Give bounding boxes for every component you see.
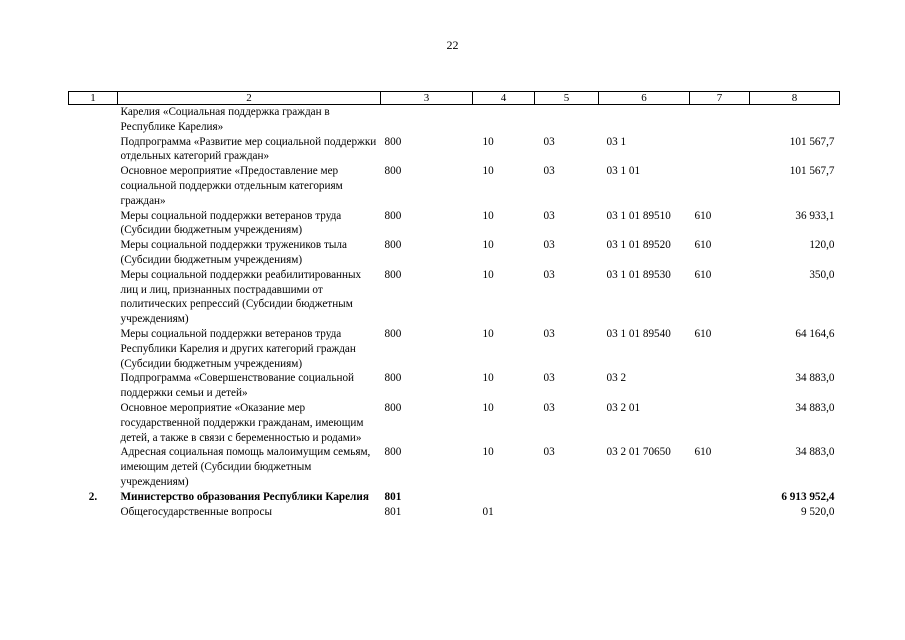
- code-department: 800: [384, 209, 402, 222]
- table-row: [69, 505, 840, 520]
- code-target-article: 03 2 01 70650: [606, 446, 671, 459]
- code-expense-type: [690, 105, 750, 135]
- row-number: [69, 445, 118, 489]
- code-subsection: 03: [543, 401, 555, 414]
- row-number: [69, 238, 118, 268]
- code-target-article: [599, 105, 690, 135]
- table-row: [69, 209, 840, 239]
- table-row: [69, 401, 840, 445]
- header-cell: 2: [118, 92, 381, 105]
- code-section: 10: [482, 239, 494, 252]
- code-department: 800: [384, 135, 402, 148]
- code-expense-type: [690, 490, 750, 505]
- header-row: [69, 92, 840, 105]
- row-number: [69, 327, 118, 371]
- code-department: [381, 105, 473, 135]
- code-subsection: 03: [543, 268, 555, 281]
- amount: 34 883,0: [795, 446, 835, 459]
- row-number: [69, 105, 118, 135]
- table-row: [69, 371, 840, 401]
- row-name: Подпрограмма «Совершенствование социальной поддержки семьи и детей»: [120, 372, 355, 400]
- code-target-article: 03 1 01 89510: [606, 209, 671, 222]
- row-name: Меры социальной поддержки реабилитированных лиц и лиц, признанных пострадавшими от политических репрессий (Субсидии бюджетным учреждениям): [120, 268, 362, 326]
- header-cell: 6: [599, 92, 690, 105]
- amount: [750, 105, 840, 135]
- row-name: Подпрограмма «Развитие мер социальной поддержки отдельных категорий граждан»: [120, 135, 377, 163]
- row-name: Министерство образования Республики Карелия: [120, 490, 369, 503]
- code-section: 10: [482, 268, 494, 281]
- row-name: Меры социальной поддержки тружеников тыла (Субсидии бюджетным учреждениям): [120, 239, 347, 266]
- amount: 34 883,0: [795, 372, 835, 385]
- code-section: 10: [482, 401, 494, 414]
- code-subsection: 03: [543, 209, 555, 222]
- code-subsection: 03: [543, 372, 555, 385]
- amount: 120,0: [809, 239, 835, 252]
- code-subsection: [535, 490, 599, 505]
- code-section: 10: [482, 446, 494, 459]
- amount: 101 567,7: [789, 135, 835, 148]
- code-section: [473, 490, 535, 505]
- code-expense-type: [690, 371, 750, 401]
- row-number: [69, 135, 118, 165]
- amount: 36 933,1: [795, 209, 835, 222]
- row-number: [69, 401, 118, 445]
- amount: 34 883,0: [795, 401, 835, 414]
- code-section: 10: [482, 372, 494, 385]
- row-name: Адресная социальная помощь малоимущим семьям, имеющим детей (Субсидии бюджетным учреждениям): [120, 446, 371, 488]
- code-department: 800: [384, 165, 402, 178]
- code-subsection: 03: [543, 327, 555, 340]
- table-row: [69, 445, 840, 489]
- code-section: 10: [482, 209, 494, 222]
- header-cell: 5: [535, 92, 599, 105]
- header-cell: 4: [473, 92, 535, 105]
- code-expense-type: [690, 505, 750, 520]
- code-section: 10: [482, 135, 494, 148]
- code-target-article: [599, 505, 690, 520]
- code-subsection: 03: [543, 165, 555, 178]
- code-department: 800: [384, 239, 402, 252]
- row-name: Карелия «Социальная поддержка граждан в Республике Карелия»: [120, 106, 330, 133]
- code-expense-type: 610: [694, 446, 712, 459]
- code-expense-type: [690, 135, 750, 165]
- row-name: Общегосударственные вопросы: [120, 505, 273, 518]
- budget-table: [68, 91, 840, 519]
- table-row: [69, 135, 840, 165]
- row-number: 2.: [88, 490, 98, 503]
- code-subsection: [535, 505, 599, 520]
- code-department: 801: [384, 505, 402, 518]
- code-subsection: [535, 105, 599, 135]
- table-row: [69, 327, 840, 371]
- code-expense-type: 610: [694, 327, 712, 340]
- row-name: Основное мероприятие «Оказание мер государственной поддержки гражданам, имеющим детей, а также в связи с беременностью и родами»: [120, 401, 364, 444]
- code-target-article: 03 1 01 89530: [606, 268, 671, 281]
- header-cell: 1: [69, 92, 118, 105]
- row-number: [69, 164, 118, 208]
- page-number: 22: [446, 38, 459, 52]
- code-expense-type: 610: [694, 239, 712, 252]
- code-target-article: [599, 490, 690, 505]
- amount: 6 913 952,4: [781, 490, 835, 503]
- row-number: [69, 505, 118, 520]
- code-subsection: 03: [543, 239, 555, 252]
- amount: 9 520,0: [800, 505, 835, 518]
- table-row: [69, 490, 840, 505]
- amount: 101 567,7: [789, 165, 835, 178]
- table-row: [69, 268, 840, 327]
- table-row: [69, 238, 840, 268]
- code-target-article: 03 1 01 89540: [606, 327, 671, 340]
- code-department: 800: [384, 372, 402, 385]
- code-department: 800: [384, 268, 402, 281]
- row-number: [69, 371, 118, 401]
- code-subsection: 03: [543, 135, 555, 148]
- header-cell: 3: [381, 92, 473, 105]
- code-section: 10: [482, 327, 494, 340]
- code-section: 10: [482, 165, 494, 178]
- row-name: Основное мероприятие «Предоставление мер социальной поддержки отдельным категориям граждан»: [120, 165, 343, 207]
- amount: 64 164,6: [795, 327, 835, 340]
- code-department: 800: [384, 446, 402, 459]
- code-expense-type: 610: [694, 209, 712, 222]
- code-section: [473, 105, 535, 135]
- table-row: [69, 105, 840, 135]
- row-name: Меры социальной поддержки ветеранов труда Республики Карелия и других категорий граждан (Субсидии бюджетным учреждениям): [120, 327, 356, 370]
- row-number: [69, 209, 118, 239]
- code-department: 800: [384, 401, 402, 414]
- code-target-article: 03 2: [606, 372, 627, 385]
- table-row: [69, 164, 840, 208]
- code-target-article: 03 1: [606, 135, 627, 148]
- code-target-article: 03 1 01 89520: [606, 239, 671, 252]
- header-cell: 8: [750, 92, 840, 105]
- code-expense-type: [690, 401, 750, 445]
- code-subsection: 03: [543, 446, 555, 459]
- header-cell: 7: [690, 92, 750, 105]
- code-department: 800: [384, 327, 402, 340]
- code-expense-type: [690, 164, 750, 208]
- code-expense-type: 610: [694, 268, 712, 281]
- row-number: [69, 268, 118, 327]
- code-department: 801: [384, 490, 402, 503]
- code-target-article: 03 2 01: [606, 401, 641, 414]
- code-target-article: 03 1 01: [606, 165, 641, 178]
- code-section: 01: [482, 505, 494, 518]
- amount: 350,0: [809, 268, 835, 281]
- row-name: Меры социальной поддержки ветеранов труда (Субсидии бюджетным учреждениям): [120, 209, 342, 237]
